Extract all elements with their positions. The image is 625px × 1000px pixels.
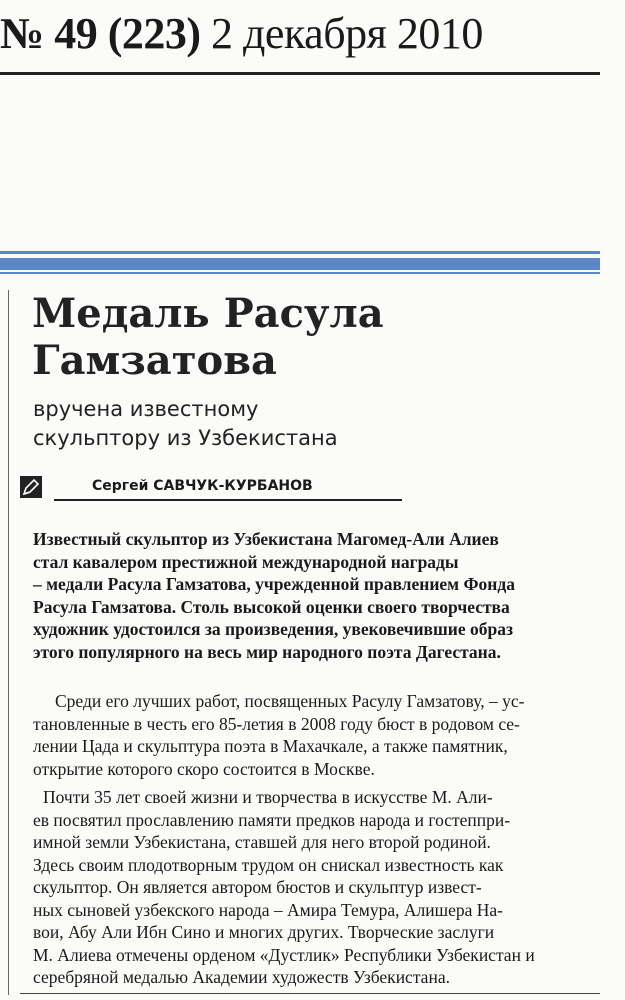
headline-line: Медаль Расула [32, 290, 384, 337]
body-line: скульптор. Он является автором бюстов и скульптур извест- [33, 877, 482, 897]
lead-line: Известный скульптор из Узбекистана Магомед-Али Алиев [33, 529, 499, 549]
masthead-rule [0, 72, 600, 75]
body-line: Здесь своим плодотворным трудом он снискал известность как [33, 854, 504, 875]
byline-underline [54, 499, 402, 501]
author-byline: Сергей САВЧУК-КУРБАНОВ [92, 478, 313, 494]
issue-number: № 49 (223) [0, 9, 201, 58]
body-line: открытие которого скоро состоится в Москве. [33, 758, 375, 779]
body-line: ных сыновей узбекского народа – Амира Темура, Алишера На- [33, 899, 503, 920]
issue-date: 2 декабря 2010 [211, 9, 483, 58]
body-line: Почти 35 лет своей жизни и творчества в искусстве М. Али- [43, 787, 493, 807]
article-body [33, 690, 595, 989]
body-line: Среди его лучших работ, посвященных Расулу Гамзатову, – ус- [55, 691, 525, 711]
lead-line: – медали Расула Гамзатова, учрежденной правлением Фонда [33, 574, 515, 594]
body-line: серебряной медалью Академии художеств Узбекистана. [33, 967, 450, 987]
masthead [0, 4, 600, 64]
byline-row [20, 474, 395, 502]
body-line: имной земли Узбекистана, ставшей для него второй родиной. [33, 832, 491, 852]
subhead-line: скульптору из Узбекистана [33, 426, 338, 450]
bottom-rule [20, 993, 600, 994]
section-band-top [0, 251, 600, 254]
lead-line: художник удостоился за произведения, увековечившие образ [33, 619, 514, 639]
body-line: ев посвятил прославлению памяти предков народа и гостеппри- [33, 809, 511, 830]
subhead-line: вручена известному [33, 397, 259, 421]
article-headline [32, 290, 592, 384]
lead-line: этого популярного на весь мир народного поэта Дагестана. [33, 641, 501, 662]
article-lead [33, 528, 593, 663]
section-band [0, 258, 600, 270]
section-band-bottom [0, 272, 600, 274]
lead-line: Расула Гамзатова. Столь высокой оценки своего творчества [33, 596, 510, 617]
body-line: тановленные в честь его 85-летия в 2008 году бюст в родовом се- [33, 713, 520, 734]
article-subhead [33, 395, 593, 453]
body-line: вои, Абу Али Ибн Сино и многих других. Творческие заслуги [33, 922, 495, 942]
body-line: лении Цада и скульптура поэта в Махачкале, а также памятник, [33, 736, 508, 756]
column-divider [8, 290, 9, 995]
lead-line: стал кавалером престижной международной награды [33, 551, 459, 572]
body-line: М. Алиева отмечены орденом «Дустлик» Республики Узбекистан и [33, 944, 535, 965]
pencil-icon [20, 476, 42, 498]
headline-line: Гамзатова [32, 337, 277, 384]
